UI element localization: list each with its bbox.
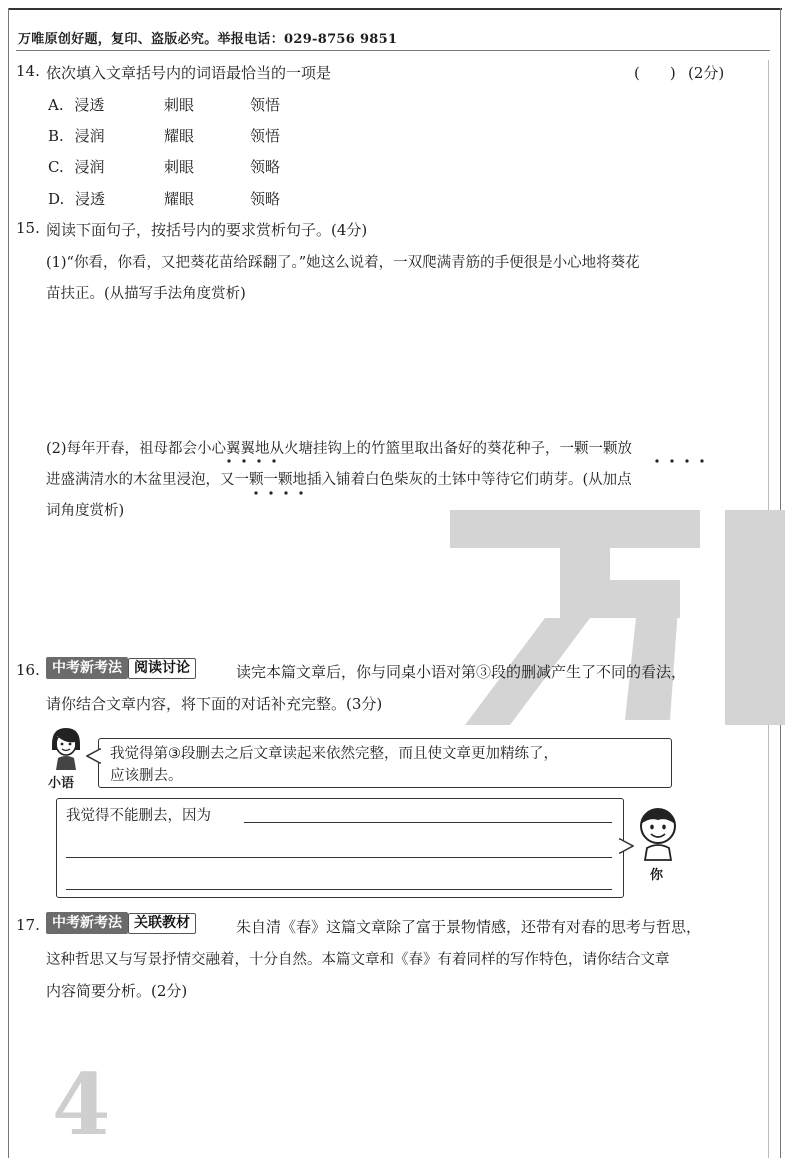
xiaoyu-avatar (44, 724, 88, 770)
page-left-border (8, 8, 9, 1158)
xiaoyu-speech-line2: 应该删去。 (110, 768, 183, 784)
bubble-tail-left (86, 748, 102, 764)
header-rule (16, 50, 770, 51)
q15-stem: 阅读下面句子，按括号内的要求赏析句子。(4分) (46, 221, 368, 239)
xiaoyu-speech-line1: 我觉得第③段删去之后文章读起来依然完整，而且使文章更加精练了， (110, 746, 558, 762)
answer-line-3[interactable] (66, 889, 612, 890)
q15-number: 15. (16, 219, 40, 237)
your-answer-prompt: 我觉得不能删去，因为 (66, 808, 211, 824)
q14-stem: 依次填入文章括号内的词语最恰当的一项是 (46, 64, 332, 82)
option-word-2: 耀眼 (164, 127, 195, 145)
q17-tag-group (46, 912, 196, 934)
q15-part1-line1: (1)“你看，你看，又把葵花苗给踩翻了。”她这么说着，一双爬满青筋的手便很是小心地将葵花 (46, 255, 640, 271)
option-word-3: 领略 (250, 158, 281, 176)
q15-part2-line2: 进盛满清水的木盆里浸泡，又一颗一颗地插入铺着白色柴灰的土钵中等待它们萌芽。(从加点 (46, 472, 632, 488)
q17-number: 17. (16, 916, 40, 934)
q15-part1-line2: 苗扶正。(从描写手法角度赏析) (46, 286, 246, 302)
option-word-1: 浸润 (74, 127, 105, 145)
answer-line-2[interactable] (66, 857, 612, 858)
q15-part2-line1: (2)每年开春，祖母都会小心翼翼地从火塘挂钩上的竹篮里取出备好的葵花种子，一颗一颗放 (46, 441, 633, 457)
answer-line-1[interactable] (244, 822, 612, 823)
q14-option-a (48, 94, 281, 115)
xiaoyu-label: 小语 (48, 776, 75, 791)
new-exam-tag: 中考新考法 (46, 912, 128, 934)
q14-number: 14. (16, 62, 40, 80)
option-word-1: 浸润 (74, 158, 105, 176)
reading-discussion-tag: 阅读讨论 (128, 658, 196, 679)
option-word-2: 刺眼 (164, 158, 195, 176)
q17-stem-line1: 朱自清《春》这篇文章除了富于景物情感，还带有对春的思考与哲思， (236, 918, 702, 936)
q16-number: 16. (16, 661, 40, 679)
related-textbook-tag: 关联教材 (128, 913, 196, 934)
option-word-3: 领悟 (250, 96, 281, 114)
option-letter: D. (48, 190, 65, 208)
emphasis-dots-3 (246, 483, 310, 501)
emphasis-dots-2 (650, 451, 710, 469)
q14-option-c (48, 156, 281, 177)
q15-part2-line3: 词角度赏析) (46, 503, 125, 519)
q16-tag-group (46, 657, 196, 679)
bubble-tail-right (618, 838, 634, 854)
page-number: 4 (52, 1055, 111, 1154)
option-word-2: 耀眼 (164, 190, 195, 208)
option-word-1: 浸透 (75, 190, 106, 208)
page-top-border (8, 8, 782, 10)
q16-stem-line1: 读完本篇文章后，你与同桌小语对第③段的删减产生了不同的看法， (236, 663, 687, 681)
option-letter: B. (48, 127, 64, 145)
q14-score: (2分) (688, 64, 725, 82)
q14-option-b (48, 125, 281, 146)
you-avatar (636, 806, 680, 862)
option-word-3: 领悟 (250, 127, 281, 145)
q14-option-d (48, 188, 281, 209)
q17-stem-line3: 内容简要分析。(2分) (46, 982, 188, 1000)
you-label: 你 (650, 868, 664, 883)
option-letter: A. (48, 96, 64, 114)
option-word-1: 浸透 (74, 96, 105, 114)
option-word-3: 领略 (250, 190, 281, 208)
option-word-2: 刺眼 (164, 96, 195, 114)
q16-stem-line2: 请你结合文章内容，将下面的对话补充完整。(3分) (46, 695, 383, 713)
watermark-logo (440, 500, 790, 740)
new-exam-tag: 中考新考法 (46, 657, 128, 679)
emphasis-dots-1 (222, 451, 282, 469)
q14-answer-bracket: ( ) (634, 64, 676, 82)
copyright-header: 万唯原创好题，复印、盗版必究。举报电话：029-8756 9851 (18, 32, 398, 47)
option-letter: C. (48, 158, 64, 176)
q17-stem-line2: 这种哲思又与写景抒情交融着，十分自然。本篇文章和《春》有着同样的写作特色，请你结合文章 (46, 952, 670, 968)
